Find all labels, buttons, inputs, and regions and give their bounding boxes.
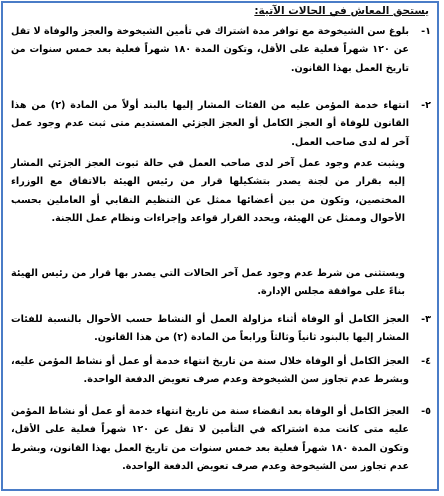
item-text: العجز الكامل أو الوفاة أثناء مزاولة العمل أو النشاط حسب الأحوال بالنسبة للفئات المشار إليها بالبنود ثانياً وثالثاً ورابعاً من المادة (٢) من هذا القانون. (11, 314, 409, 344)
list-item-2 (11, 97, 431, 152)
item-number: ١- (421, 26, 431, 37)
paragraph-2: ويستثنى من شرط عدم وجود عمل آخر الحالات التي يصدر بها قرار من رئيس الهيئة بناءً على موافقة مجلس الإدارة. (11, 268, 405, 298)
document-frame (1, 1, 439, 491)
section-heading: يستحق المعاش في الحالات الآتية: (254, 5, 429, 17)
item-text: بلوغ سن الشيخوخة مع توافر مدة اشتراك في تأمين الشيخوخة والعجز والوفاة لا تقل عن ١٢٠ شهراً فعلية على الأقل، وتكون المدة ١٨٠ شهراً فعلية بعد خمس سنوات من تاريخ العمل بهذا القانون. (11, 26, 409, 74)
list-item-4 (11, 353, 431, 390)
item-number: ٣- (421, 314, 431, 325)
item-text: العجز الكامل أو الوفاة خلال سنة من تاريخ انتهاء خدمة أو عمل أو نشاط المؤمن عليه، وبشرط عدم تجاوز سن الشيخوخة وعدم صرف تعويض الدفعة الواحدة. (11, 356, 409, 386)
item-number: ٤- (421, 356, 431, 367)
item-text: انتهاء خدمة المؤمن عليه من الفئات المشار إليها بالبند أولاً من المادة (٢) من هذا القانون للوفاة أو العجز الكامل أو العجز الجزئي المستديم متى ثبت عدم وجود عمل آخر له لدى صاحب العمل. (11, 100, 409, 148)
list-item-3 (11, 311, 431, 348)
paragraph-1: ويثبت عدم وجود عمل آخر لدى صاحب العمل في حالة ثبوت العجز الجزئي المشار إليه بقرار من لجنة يصدر بتشكيلها قرار من رئيس الهيئة بالاتفاق مع الوزراء المختصين، وتكون من بين أعضائها ممثل عن التنظيم النقابي أو العاملين بحسب الأحوال وممثل عن الهيئة، ويحدد القرار قواعد وإجراءات ونظام عمل اللجنة. (11, 158, 405, 224)
item-number: ٥- (421, 406, 431, 417)
item-number: ٢- (421, 100, 431, 111)
list-item-5 (11, 403, 431, 476)
item-text: العجز الكامل أو الوفاة بعد انقضاء سنة من تاريخ انتهاء خدمة أو عمل أو نشاط المؤمن عليه متى كانت مدة اشتراكه في التأمين لا تقل عن ١٢٠ شهراً فعلية على الأقل، وتكون المدة ١٨٠ شهراً فعلية بعد خمس سنوات من تاريخ العمل بهذا القانون، وبشرط عدم تجاوز سن الشيخوخة وعدم صرف تعويض الدفعة الواحدة. (11, 406, 409, 472)
list-item-1 (11, 23, 431, 78)
